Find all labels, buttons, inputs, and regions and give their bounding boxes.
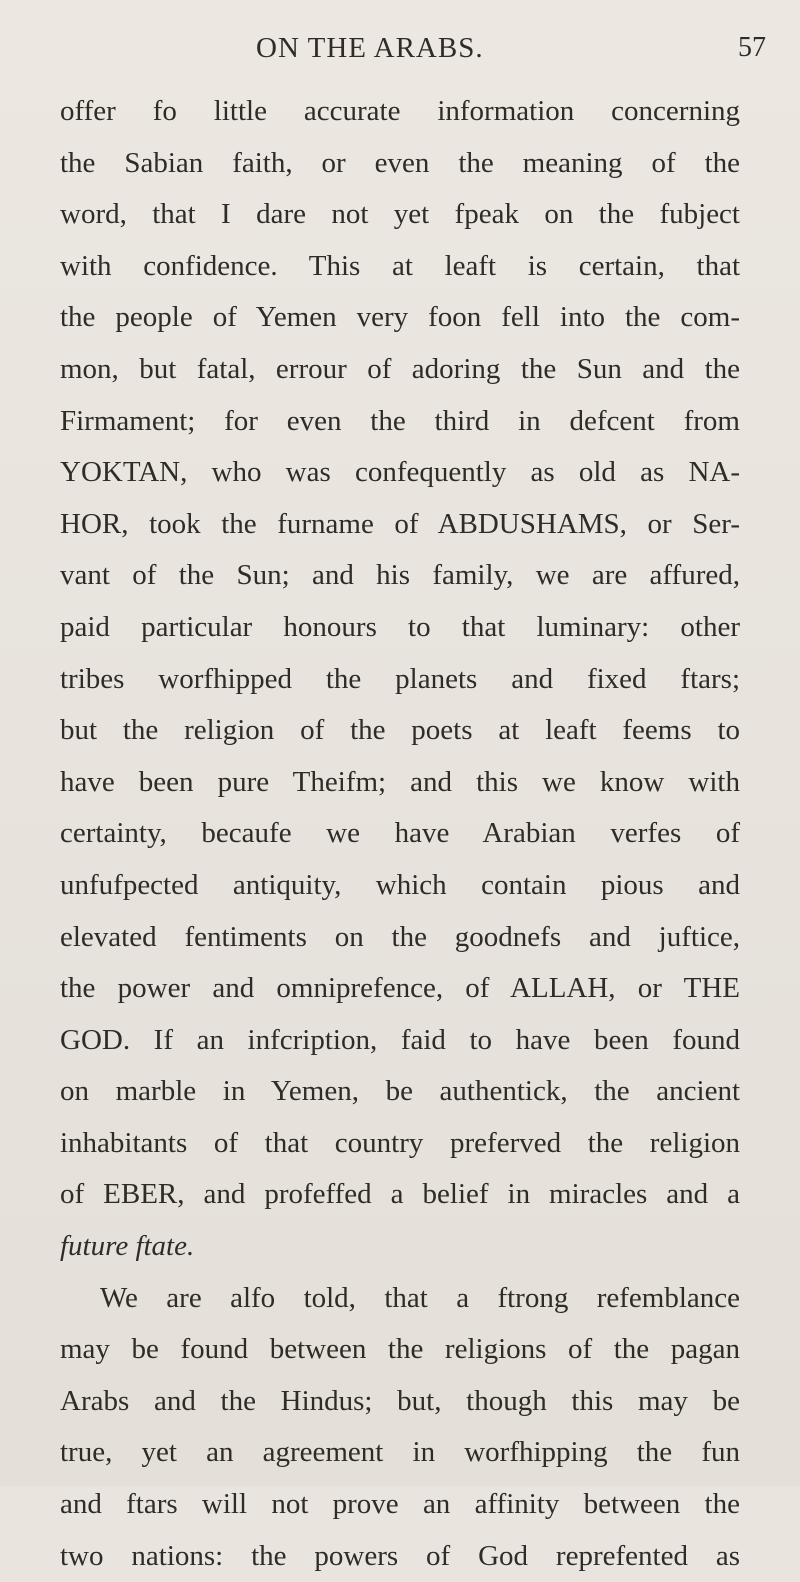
text-line: We are alfo told, that a ftrong refemblance xyxy=(100,1281,740,1314)
text-line: unfufpected antiquity, which contain pious and xyxy=(60,868,740,901)
text-line: paid particular honours to that luminary: other xyxy=(60,610,740,643)
text-line: may be found between the religions of the pagan xyxy=(60,1333,740,1366)
text-line: future ftate. xyxy=(60,1230,195,1263)
text-line: Arabs and the Hindus; but, though this may be xyxy=(60,1384,740,1417)
text-line: HOR, took the furname of ABDUSHAMS, or Ser- xyxy=(60,507,740,540)
text-line: certainty, becaufe we have Arabian verfes of xyxy=(60,817,740,850)
text-line: tribes worfhipped the planets and fixed ftars; xyxy=(60,662,740,695)
running-title: ON THE ARABS. xyxy=(256,32,484,64)
text-line: true, yet an agreement in worfhipping the fun xyxy=(60,1436,740,1469)
text-line: of EBER, and profeffed a belief in miracles and a xyxy=(60,1178,740,1211)
text-line: the Sabian faith, or even the meaning of the xyxy=(60,146,740,179)
page-number: 57 xyxy=(738,32,766,63)
text-line: elevated fentiments on the goodnefs and juftice, xyxy=(60,920,740,953)
text-line: GOD. If an infcription, faid to have been found xyxy=(60,1023,740,1056)
text-line: on marble in Yemen, be authentick, the ancient xyxy=(60,1075,740,1108)
text-line: the people of Yemen very foon fell into the com- xyxy=(60,301,740,334)
text-line: and ftars will not prove an affinity between the xyxy=(60,1488,740,1521)
text-line: have been pure Theifm; and this we know with xyxy=(60,765,740,798)
text-line: two nations: the powers of God reprefented as xyxy=(60,1539,740,1572)
text-line: the power and omniprefence, of ALLAH, or THE xyxy=(60,972,740,1005)
text-line: but the religion of the poets at leaft feems to xyxy=(60,714,740,747)
text-line: Firmament; for even the third in defcent from xyxy=(60,404,740,437)
text-line: mon, but fatal, errour of adoring the Sun and the xyxy=(60,352,740,385)
body-text xyxy=(60,86,740,1582)
text-line: with confidence. This at leaft is certain, that xyxy=(60,249,740,282)
text-line: YOKTAN, who was confequently as old as NA- xyxy=(60,456,740,489)
page-header xyxy=(0,30,800,70)
text-line: inhabitants of that country preferved the religion xyxy=(60,1126,740,1159)
text-line: word, that I dare not yet fpeak on the fubject xyxy=(60,198,740,231)
text-line: vant of the Sun; and his family, we are affured, xyxy=(60,559,740,592)
text-line: offer fo little accurate information concerning xyxy=(60,95,740,127)
